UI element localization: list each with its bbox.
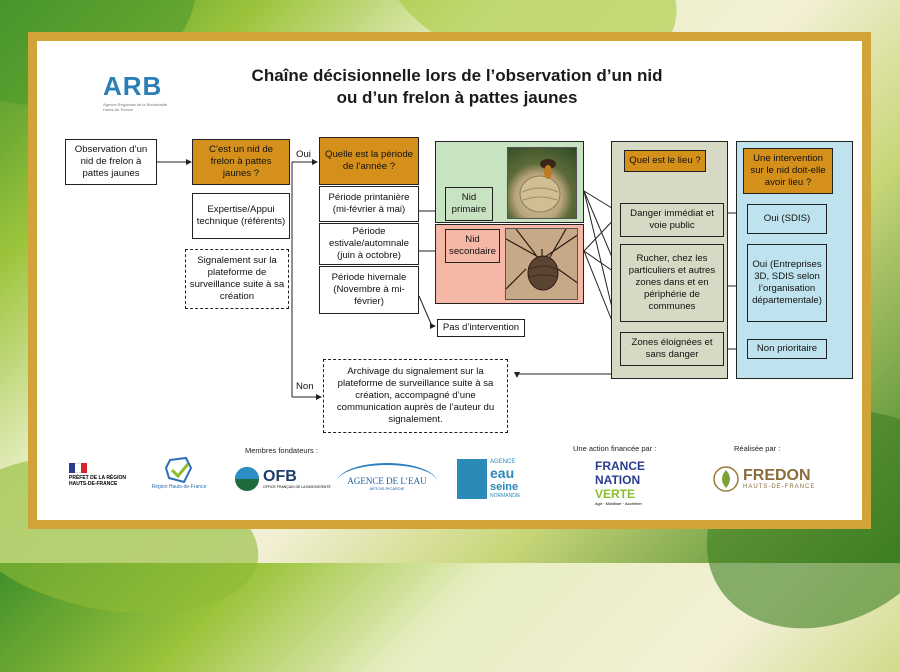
oui-sdis-node: Oui (SDIS)	[747, 204, 827, 234]
title-line-2: ou d’un frelon à pattes jaunes	[336, 88, 578, 107]
fredon-logo	[713, 466, 815, 492]
founders-label: Membres fondateurs :	[245, 446, 318, 455]
winter-period-node: Période hivernale (Novembre à mi-février)	[319, 266, 419, 314]
agence-artois-text: AGENCE DE L’EAU	[347, 475, 427, 486]
zones-node: Zones éloignées et sans danger	[620, 332, 724, 366]
prefet-logo-text: PRÉFET DE LA RÉGION HAUTS-DE-FRANCE	[69, 475, 127, 487]
rucher-node: Rucher, chez les particuliers et autres zones dans et en périphérie de communes	[620, 244, 724, 322]
nid-secondaire-node: Nid secondaire	[445, 229, 500, 263]
prefet-logo	[69, 463, 139, 487]
edge-label-oui: Oui	[296, 149, 311, 160]
ofb-logo-subtitle: OFFICE FRANÇAIS DE LA BIODIVERSITÉ	[263, 485, 331, 489]
ofb-circle-icon	[234, 466, 260, 492]
agence-seine-line2: eau	[490, 465, 515, 481]
agence-seine-badge	[457, 459, 487, 499]
oui-entreprises-node: Oui (Entreprises 3D, SDIS selon l’organisation départementale)	[747, 244, 827, 322]
summer-period-node: Période estivale/automnale (juin à octobre)	[319, 223, 419, 265]
arb-logo-subtitle: Agence Régionale de la Biodiversité Hauts-de-France	[103, 102, 168, 112]
region-logo-text: Région Hauts-de-France	[151, 484, 207, 490]
france-nation-line3: VERTE	[595, 487, 636, 501]
archivage-node: Archivage du signalement sur la plateforme de surveillance suite à sa création, accompagné d’une communication auprès de l’auteur du signalement.	[323, 359, 508, 433]
agence-artois-subtitle: ARTOIS-PICARDIE	[369, 485, 405, 491]
nid-primaire-node: Nid primaire	[445, 187, 493, 221]
primary-nest-photo	[507, 147, 577, 219]
agence-seine-line4: NORMANDIE	[490, 493, 521, 499]
agence-seine-line3: seine	[490, 481, 519, 493]
france-nation-line2: NATION	[595, 473, 641, 487]
spring-period-node: Période printanière (mi-février à mai)	[319, 186, 419, 222]
title-line-1: Chaîne décisionnelle lors de l’observation d’un nid	[251, 66, 663, 85]
period-question: Quelle est la période de l’année ?	[319, 137, 419, 185]
agence-seine-line1: AGENCE	[490, 459, 516, 465]
ofb-logo-text: OFB	[263, 468, 297, 485]
france-nation-line1: FRANCE	[595, 459, 645, 473]
made-label: Réalisée par :	[734, 444, 781, 453]
tree-nest-icon	[506, 229, 578, 300]
region-map-icon	[164, 456, 194, 484]
region-logo	[149, 456, 209, 490]
danger-node: Danger immédiat et voie public	[620, 203, 724, 237]
signalement-node: Signalement sur la plateforme de surveillance suite à sa création	[185, 249, 289, 309]
diagram-card	[37, 41, 862, 520]
fredon-logo-subtitle: HAUTS-DE-FRANCE	[743, 484, 816, 490]
arb-logo-text: ARB	[103, 71, 163, 101]
france-nation-verte-logo	[595, 459, 645, 506]
edge-label-non: Non	[296, 381, 314, 392]
is-nest-question: C’est un nid de frelon à pattes jaunes ?	[192, 139, 290, 185]
france-nation-subtitle: Agir · Mobiliser · Accélérer	[595, 501, 642, 506]
observation-node: Observation d’un nid de frelon à pattes jaunes	[65, 139, 157, 185]
secondary-nest-photo	[505, 228, 578, 300]
agence-seine-logo	[457, 459, 521, 499]
french-flag-icon	[69, 463, 87, 473]
place-question: Quel est le lieu ?	[624, 150, 706, 172]
ofb-logo	[234, 466, 331, 492]
expertise-node: Expertise/Appui technique (référents)	[192, 193, 290, 239]
non-prioritaire-node: Non prioritaire	[747, 339, 827, 359]
pas-intervention-node: Pas d’intervention	[437, 319, 525, 337]
agence-artois-logo	[337, 463, 437, 501]
funded-label: Une action financée par :	[573, 444, 657, 453]
intervention-question: Une intervention sur le nid doit-elle avoir lieu ?	[743, 148, 833, 194]
hornet-nest-icon	[508, 148, 577, 219]
fredon-logo-text: FREDON	[743, 467, 811, 484]
fredon-leaf-icon	[713, 466, 739, 492]
